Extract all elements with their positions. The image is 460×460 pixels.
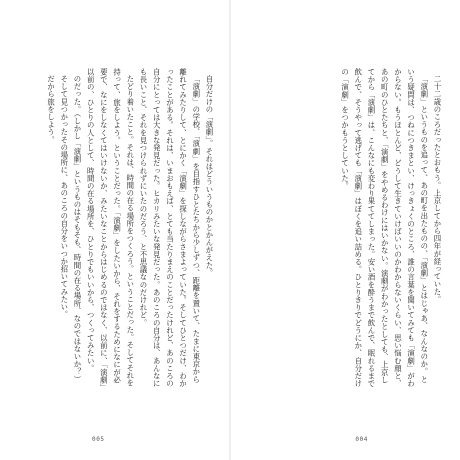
right-page-text: [262, 68, 444, 388]
paragraph: 「演劇」というものを追って、あの町を出たものの、「演劇」とはじゃあ、なんなのか。という疑問は、つねにつきまとい、けっきょくのところ、誰の言葉を聞いてみても「演劇」がわからない。もうほとんど、どうして生きていけばいいのかわからないくらい、思い悩む顔と、あの町のひとたちと、「演劇」をやめるわけにはいかない。演劇がわかったとしても、上京してから「演劇」は、こんなにも変わり果ててしまった。安い酒を酔うまで飲んで、眠れるまで飲んで、そうやって逃げても「演劇」はぼくを追い詰める。ひとりきりでどうにか、自分だけの「演劇」をつかもうとしていた。: [340, 68, 429, 388]
paragraph: 自分だけの「演劇」。それはどういうものかとかんがえた。: [205, 75, 214, 277]
paragraph: 二十二歳のころだったとおもう。上京してから四年が経っていた。: [433, 75, 442, 304]
right-page: [230, 0, 460, 460]
left-page-text: [30, 68, 216, 388]
page-number: 004: [355, 436, 368, 443]
paragraph: だから旅をしよう。: [46, 75, 56, 144]
paragraph: たどり着いたこと。それは、時間の在る場所をつくろう。ということだった。そしてそれを持って、旅をしよう。ということだった。「演劇」をしたいから、それをするためになにが必要で、なにをしなくてはいけないか、みたいなことからはじめるのではなく、以前に、「演劇」以前の、ひとりの人として、時間の在る場所を、ひとりでもいいから、つくってみたい。: [86, 68, 135, 388]
page-number: 005: [92, 436, 105, 443]
paragraph: 「演劇」の学校、「演劇」を目指すひとたちから少しずつ、距離を置いて、たまに東京から離れてみたりして、とにかく「演劇」を探しながらさまよっていた。そしてひとつだけ、わかったことがある。それは、いまおもえば、とても当たりまえのことだったけれど、あのころの自分にとっては大きな発見だった。ヒカリみたいな発見だった。あのころの自分は、あんなにも長いこと、それを見つけられずにいたのだろう、と不思議なのだけれど。: [138, 68, 201, 388]
paragraph: のだった。（しかし「演劇」というものはそもそも、時間の在る場所、なのではないか？）: [72, 75, 82, 384]
paragraph: そして見つかったその場所に、あのころの自分をいつか招いてみたい。: [59, 75, 69, 319]
